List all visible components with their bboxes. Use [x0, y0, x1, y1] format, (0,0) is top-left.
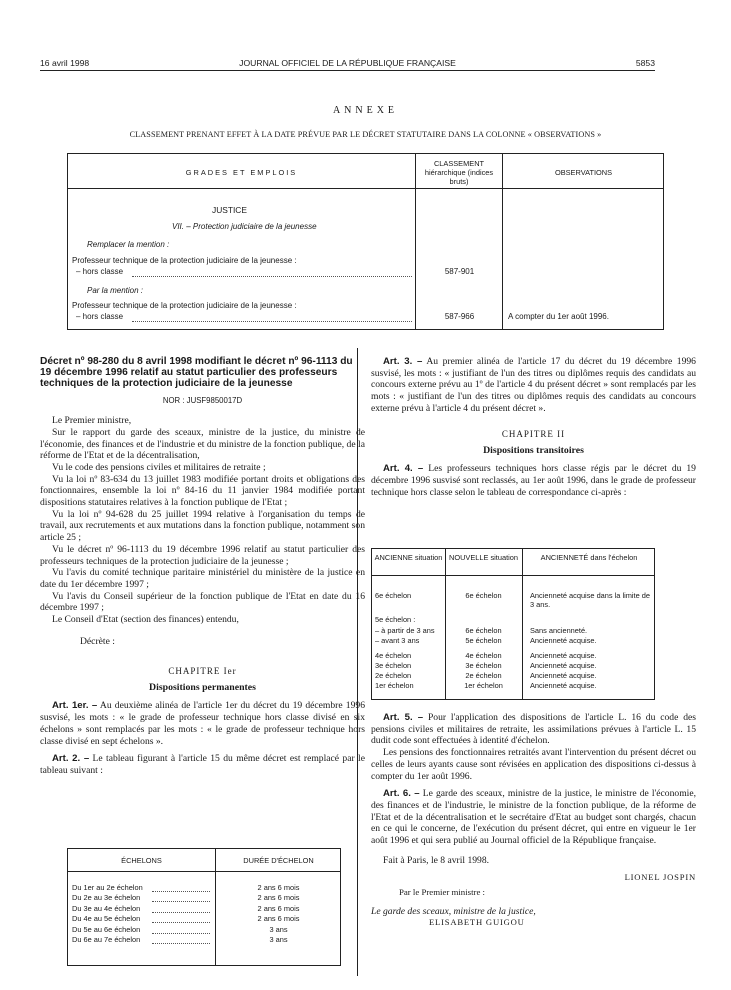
row2-grade: Professeur technique de la protection judiciaire de la jeunesse : [72, 301, 297, 310]
decree-title: Décret nº 98-280 du 8 avril 1998 modifiant le décret nº 96-1113 du 19 décembre 1996 relatif au statut particulier des professeurs techniques de la protection judiciaire de la jeunesse [40, 356, 353, 390]
r4-new: 5e échelon [465, 636, 502, 645]
echelon-duration: 2 ans 6 mois [257, 893, 300, 903]
article-3-label: Art. 3. – [383, 356, 423, 367]
echelon-range: Du 1er au 2e échelon [72, 883, 143, 892]
r6-new: 3e échelon [465, 661, 502, 670]
echelon-duration: 2 ans 6 mois [257, 883, 300, 892]
replace-label: Remplacer la mention : [87, 240, 170, 249]
r8-old: 1er échelon [375, 681, 414, 690]
chapter-1: CHAPITRE Ier [168, 665, 237, 676]
right-column [371, 356, 696, 499]
col-header-nouvelle: NOUVELLE situation [448, 553, 518, 562]
header-rule [40, 70, 655, 71]
r3-new: 6e échelon [465, 626, 502, 635]
decree-para: Le Conseil d'Etat (section des finances) entendu, [52, 614, 239, 626]
decree-intro: Le Premier ministre, [52, 415, 132, 427]
r7-new: 2e échelon [465, 671, 502, 680]
row2-observation: A compter du 1er août 1996. [508, 312, 609, 321]
dot-leader [132, 276, 412, 277]
table-header-rule [68, 871, 340, 872]
table-divider [522, 549, 523, 699]
annexe-subtitle: CLASSEMENT PRENANT EFFET À LA DATE PRÉVUE PAR LE DÉCRET STATUTAIRE DANS LA COLONNE « OBSERVATIONS » [129, 130, 602, 139]
article-6-text: Le garde des sceaux, ministre de la justice, le ministre de l'économie, des finances et de l'industrie, le ministre de la fonction publique, de la réforme de l'Etat et de la décentralisation et le secrétaire d'Etat au budget sont chargés, chacun en ce qui le concerne, de l'exécution du présent décret, qui entre en vigueur le 1er août 1996 et qui sera publié au Journal officiel de la République française. [371, 788, 696, 847]
article-5-text: Pour l'application des dispositions de l'article L. 16 du code des pensions civiles et militaires de retraite, les assimilations prévues à l'article L. 15 dudit code sont effectuées à identité d'échelon. [371, 712, 696, 747]
r1-new: 6e échelon [465, 591, 502, 600]
done-at: Fait à Paris, le 8 avril 1998. [383, 854, 490, 866]
article-3 [371, 356, 696, 415]
section-justice: JUSTICE [212, 205, 247, 215]
r1-anc: Ancienneté acquise dans la limite de 3 ans. [530, 591, 650, 610]
chapter-1-title: Dispositions permanentes [149, 682, 256, 694]
col-header-grades: GRADES ET EMPLOIS [185, 168, 298, 177]
decree-para: Vu l'avis du comité technique paritaire ministériel du ministère de la justice en date du 1er décembre 1997 ; [40, 567, 365, 590]
row2-item: – hors classe [76, 312, 124, 321]
dot-leader [152, 933, 210, 934]
chapter-2: CHAPITRE II [501, 428, 566, 439]
decrete: Décrète : [80, 635, 115, 647]
dot-leader [152, 891, 210, 892]
r1-old: 6e échelon [375, 591, 412, 600]
dot-leader [132, 321, 412, 322]
col-header-anciennete: ANCIENNETÉ dans l'échelon [540, 553, 638, 562]
dot-leader [152, 912, 210, 913]
r5-old: 4e échelon [375, 651, 412, 660]
decree-para: Vu la loi nº 83-634 du 13 juillet 1983 modifiée portant droits et obligations des fonctionnaires, ensemble la loi nº 84-16 du 11 janvier 1984 modifiée portant dispositions statutaires relatives à la fonction publique de l'Etat ; [40, 473, 365, 509]
table-header-rule [68, 188, 663, 189]
r7-anc: Ancienneté acquise. [530, 671, 597, 680]
dot-leader [152, 922, 210, 923]
row1-indices: 587-901 [444, 267, 475, 276]
page-header [40, 58, 655, 70]
r3-old: – à partir de 3 ans [375, 626, 435, 635]
article-6 [371, 788, 696, 847]
article-1-label: Art. 1er. – [52, 700, 98, 712]
annexe-title: ANNEXE [332, 105, 399, 116]
article-2-text: Le tableau figurant à l'article 15 du même décret est remplacé par le tableau suivant : [40, 753, 365, 776]
echelons-table [67, 848, 341, 966]
article-4-text: Les professeurs techniques hors classe régis par le décret du 19 décembre 1996 susvisé sont reclassés, au 1er août 1996, dans le grade de professeur technique hors classe selon le tableau de correspondance ci-après : [371, 463, 696, 498]
decree-para: Vu l'avis du Conseil supérieur de la fonction publique de l'Etat en date du 16 décembre 1997 ; [40, 590, 365, 614]
subsection-title: VII. – Protection judiciaire de la jeunesse [172, 222, 317, 231]
article-3-text: Au premier alinéa de l'article 17 du décret du 19 décembre 1996 susvisé, les mots : « justifiant de l'un des titres ou diplômes requis des candidats au concours externe prévu au 1º de l'article 4 du présent décret » sont remplacés par les mots : « justifiant de l'un des titres ou diplômes requis des candidats au concours externe prévu à l'article 4 du présent décret ». [371, 356, 696, 414]
dot-leader [152, 901, 210, 902]
r7-old: 2e échelon [375, 671, 412, 680]
decree-para: Vu le code des pensions civiles et militaires de retraite ; [52, 461, 266, 473]
col-header-ancienne: ANCIENNE situation [374, 553, 443, 562]
table-divider [502, 154, 503, 329]
by-prime-minister: Par le Premier ministre : [399, 886, 485, 897]
reclassement-table [371, 548, 655, 700]
r4-anc: Ancienneté acquise. [530, 636, 597, 645]
r5-anc: Ancienneté acquise. [530, 651, 597, 660]
row2-indices: 587-966 [444, 312, 475, 321]
echelon-duration: 2 ans 6 mois [257, 903, 300, 913]
decree-para: Vu le décret nº 96-1113 du 19 décembre 1996 relatif au statut particulier des professeurs techniques de la protection judiciaire de la jeunesse ; [40, 543, 365, 567]
header-date: 16 avril 1998 [40, 58, 90, 68]
r4-old: – avant 3 ans [375, 636, 420, 645]
row1-item: – hors classe [76, 267, 124, 276]
r6-anc: Ancienneté acquise. [530, 661, 597, 670]
echelon-range: Du 4e au 5e échelon [72, 914, 141, 924]
col-header-classement: CLASSEMENT hiérarchique (indices bruts) [424, 159, 494, 187]
r6-old: 3e échelon [375, 661, 412, 670]
article-6-label: Art. 6. – [383, 788, 420, 800]
r8-anc: Ancienneté acquise. [530, 681, 597, 690]
article-4 [371, 463, 696, 498]
header-page-number: 5853 [635, 58, 655, 68]
r3-anc: Sans ancienneté. [530, 626, 588, 635]
by-label: Par la mention : [87, 286, 144, 295]
right-column-continued [371, 712, 696, 928]
article-1-text: Au deuxième alinéa de l'article 1er du décret du 19 décembre 1996 susvisé, les mots : « le grade de professeur technique hors classe divisé en six échelons » sont remplacés par les mots : « le grade de professeur technique hors classe divisé en sept échelons ». [40, 700, 365, 747]
decree-para: Vu la loi nº 94-628 du 25 juillet 1994 relative à l'organisation du temps de travail, aux recrutements et aux mutations dans la fonction publique, notamment son article 25 ; [40, 508, 365, 544]
minister-role: Le garde des sceaux, ministre de la justice, [371, 905, 536, 917]
echelon-range: Du 3e au 4e échelon [72, 903, 141, 913]
classement-table [67, 153, 664, 330]
r2-old: 5e échelon : [375, 615, 416, 624]
chapter-2-title: Dispositions transitoires [483, 445, 584, 457]
echelon-duration: 3 ans [269, 924, 288, 934]
echelon-duration: 3 ans [269, 935, 288, 944]
article-1 [40, 700, 365, 747]
r8-new: 1er échelon [464, 681, 503, 690]
col-header-echelons: ÉCHELONS [121, 856, 162, 865]
nor-reference: NOR : JUSF9850017D [162, 395, 243, 405]
col-header-duree: DURÉE D'ÉCHELON [243, 856, 314, 865]
decree-para: Sur le rapport du garde des sceaux, ministre de la justice, du ministre de l'économie, des finances et de l'industrie et du ministre de la fonction publique, de la réforme de l'Etat et de la décentralisation, [40, 426, 365, 462]
article-2 [40, 753, 365, 776]
left-column [40, 356, 365, 777]
article-2-label: Art. 2. – [52, 753, 90, 765]
dot-leader [152, 943, 210, 944]
header-journal-title: JOURNAL OFFICIEL DE LA RÉPUBLIQUE FRANÇAISE [239, 58, 456, 68]
echelon-range: Du 6e au 7e échelon [72, 935, 141, 944]
col-header-observations: OBSERVATIONS [554, 168, 613, 177]
article-4-label: Art. 4. – [383, 463, 424, 475]
article-5-label: Art. 5. – [383, 712, 424, 723]
echelon-range: Du 2e au 3e échelon [72, 893, 141, 903]
article-5 [371, 712, 696, 747]
article-5-para-2: Les pensions des fonctionnaires retraités avant l'intervention du présent décret ou celles de leurs ayants cause sont révisées en application des dispositions ci-dessus à compter du 1er août 1996. [371, 747, 696, 782]
table-divider [415, 154, 416, 329]
row1-grade: Professeur technique de la protection judiciaire de la jeunesse : [72, 256, 297, 265]
table-header-rule [372, 575, 654, 576]
echelon-range: Du 5e au 6e échelon [72, 924, 141, 934]
r5-new: 4e échelon [465, 651, 502, 660]
echelon-duration: 2 ans 6 mois [257, 914, 300, 924]
signatory-name: LIONEL JOSPIN [624, 872, 696, 883]
minister-name: ELISABETH GUIGOU [429, 917, 525, 928]
